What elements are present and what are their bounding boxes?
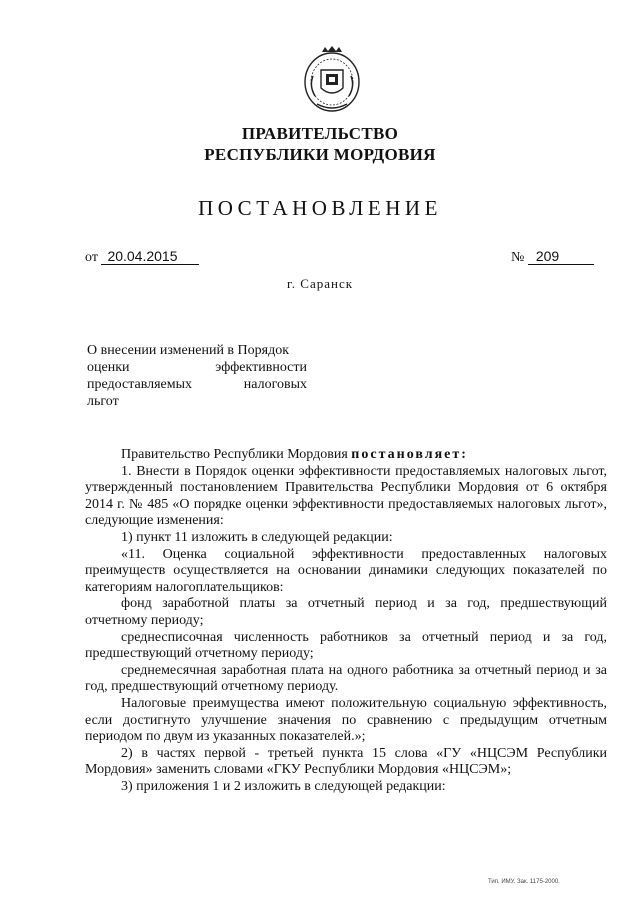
document-body bbox=[85, 447, 607, 795]
body-paragraph: Налоговые преимущества имеют положительную социальную эффективность, если достигнуто улучшение значения по сравнению с предыдущим отчетным периодом по двум из указанных показателей.»; bbox=[85, 695, 607, 745]
body-paragraph: 3) приложения 1 и 2 изложить в следующей редакции: bbox=[121, 778, 446, 794]
document-city: г. Саранск bbox=[286, 276, 354, 291]
document-subject bbox=[87, 342, 307, 410]
document-number bbox=[511, 248, 594, 266]
subject-line: оценки эффективности bbox=[87, 360, 307, 375]
body-paragraph: среднемесячная заработная плата на одного работника за отчетный период и за год, предшествующий отчетному периоду. bbox=[85, 662, 607, 695]
body-paragraph: 1. Внести в Порядок оценки эффективности предоставляемых налоговых льгот, утвержденный постановлением Правительства Республики Мордовия от 6 октября 2014 г. № 485 «О порядке оценки эффективности предоставляемых налоговых льгот», следующие изменения: bbox=[85, 463, 607, 529]
number-prefix: № bbox=[511, 250, 525, 265]
coat-of-arms-emblem bbox=[303, 46, 361, 114]
intro-text: Правительство Республики Мордовия bbox=[121, 447, 352, 462]
government-title-line1: ПРАВИТЕЛЬСТВО bbox=[241, 124, 399, 143]
body-paragraph: «11. Оценка социальной эффективности предоставленных налоговых преимуществ осуществляется на основании динамики следующих показателей по категориям налогоплательщиков: bbox=[85, 546, 607, 595]
decree-word: постановляет: bbox=[351, 447, 468, 462]
body-paragraph-intro bbox=[85, 447, 607, 464]
date-prefix: от bbox=[85, 250, 98, 265]
body-paragraph: 1) пункт 11 изложить в следующей редакции: bbox=[121, 529, 393, 545]
subject-line: предоставляемых налоговых bbox=[87, 377, 307, 392]
date-value: 20.04.2015 bbox=[101, 248, 199, 265]
print-mark-footer: Тип. ИМУ. Зак. 1175-2000. bbox=[488, 879, 560, 885]
body-paragraph: среднесписочная численность работников за отчетный период и за год, предшествующий отчетному периоду; bbox=[85, 629, 607, 662]
subject-line: О внесении изменений в Порядок bbox=[87, 343, 290, 358]
subject-line: льгот bbox=[87, 394, 119, 409]
document-type-title: ПОСТАНОВЛЕНИЕ bbox=[198, 196, 442, 220]
body-paragraph: фонд заработной платы за отчетный период и за год, предшествующий отчетному периоду; bbox=[85, 596, 607, 628]
number-value: 209 bbox=[528, 248, 594, 265]
document-date bbox=[85, 248, 199, 266]
government-title-line2: РЕСПУБЛИКИ МОРДОВИЯ bbox=[204, 145, 436, 164]
body-paragraph: 2) в частях первой - третьей пункта 15 слова «ГУ «НЦСЭМ Республики Мордовия» заменить словами «ГКУ Республики Мордовия «НЦСЭМ»; bbox=[85, 745, 607, 778]
